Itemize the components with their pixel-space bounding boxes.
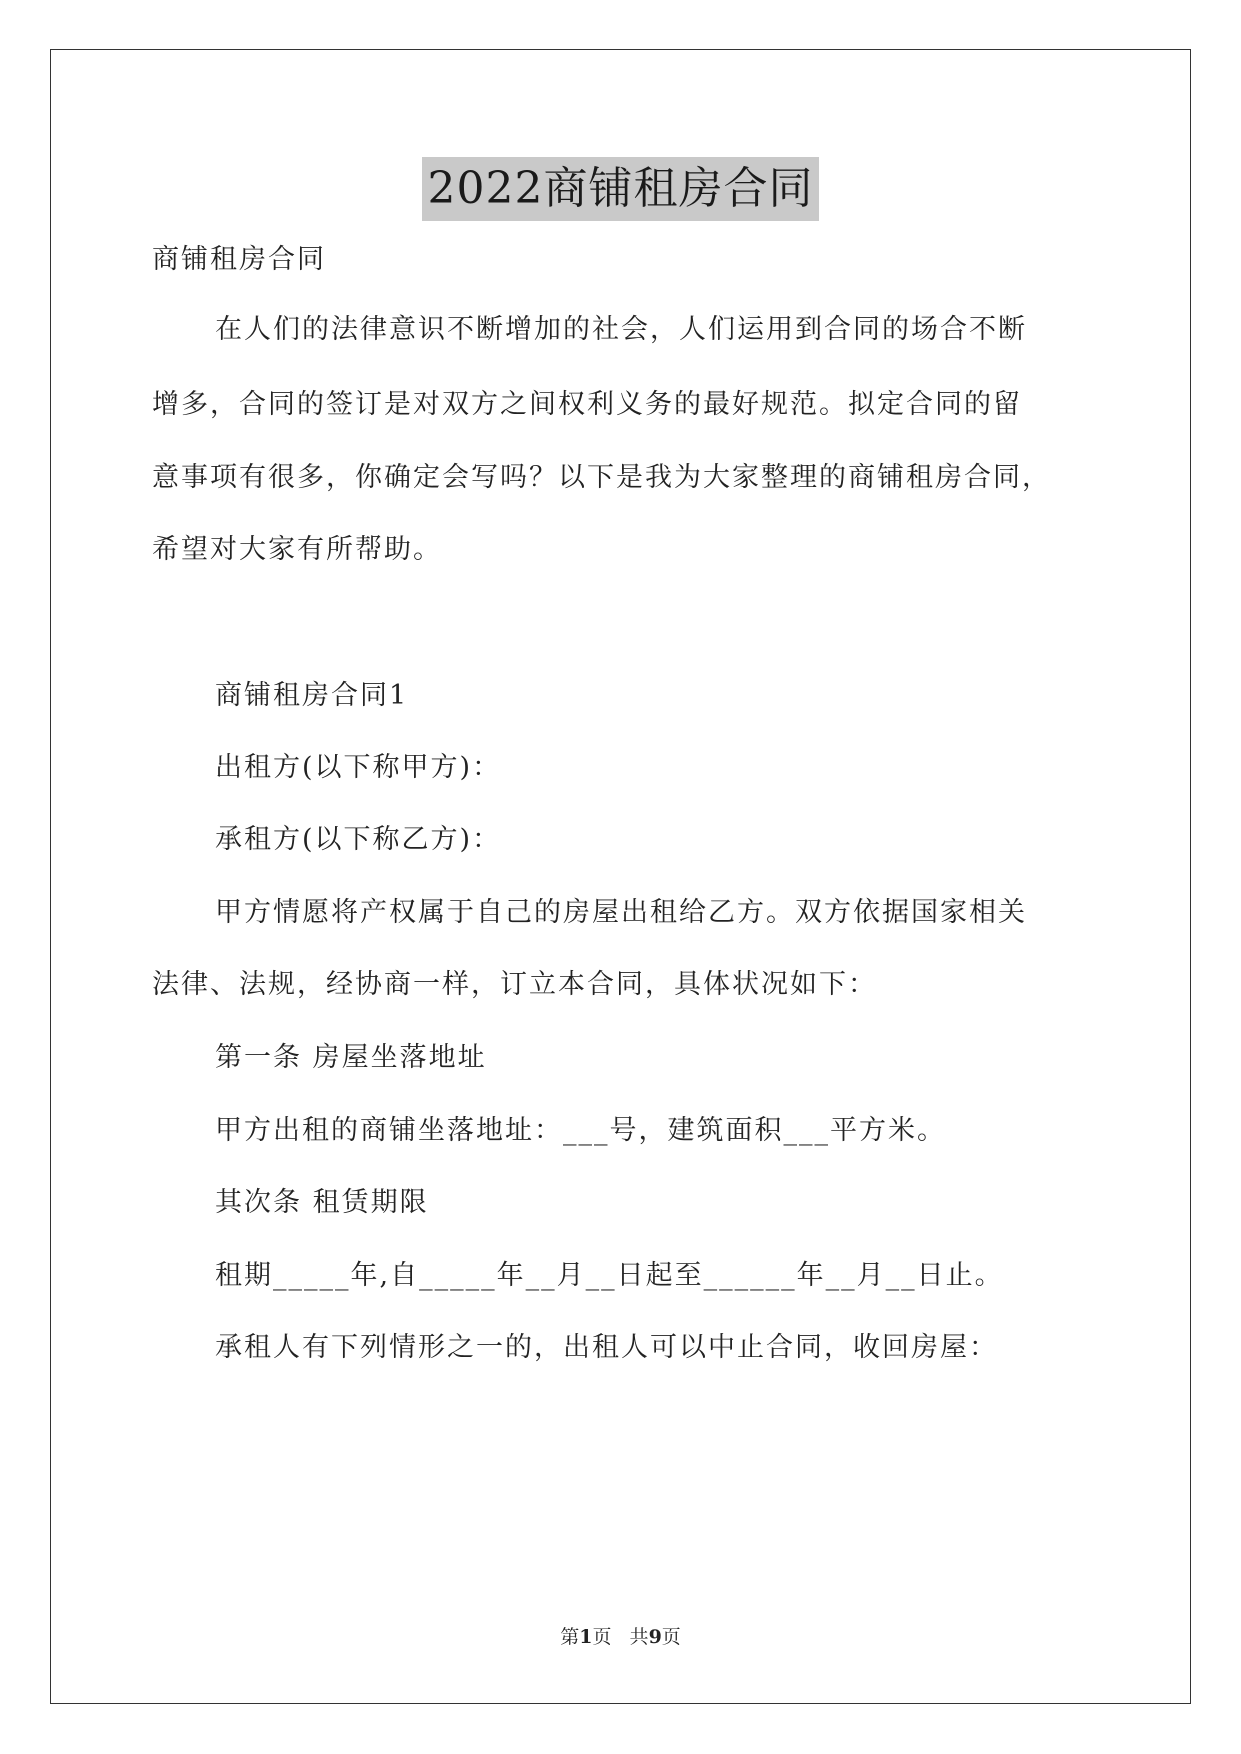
paragraph-line: 出租方(以下称甲方)：: [215, 752, 502, 783]
page-border: [50, 49, 1191, 1704]
section-heading: 商铺租房合同1: [215, 680, 409, 711]
title-container: [0, 157, 1241, 221]
paragraph-line: 希望对大家有所帮助。: [152, 534, 442, 565]
footer-total-pages: 9: [648, 1626, 662, 1648]
paragraph-line: 承租方(以下称乙方)：: [215, 824, 502, 855]
footer-mid: 页 共: [592, 1626, 649, 1648]
footer-suffix: 页: [661, 1626, 681, 1648]
paragraph-line: 甲方情愿将产权属于自己的房屋出租给乙方。双方依据国家相关: [215, 897, 1027, 928]
paragraph-line: 甲方出租的商铺坐落地址：___号，建筑面积___平方米。: [215, 1115, 946, 1146]
article-heading: 其次条 租赁期限: [215, 1187, 429, 1218]
subtitle-line: 商铺租房合同: [152, 244, 326, 275]
paragraph-line: 租期_____年,自_____年__月__日起至______年__月__日止。: [215, 1260, 1004, 1291]
paragraph-line: 增多，合同的签订是对双方之间权利义务的最好规范。拟定合同的留: [152, 389, 1022, 420]
paragraph-line: 法律、法规，经协商一样，订立本合同，具体状况如下：: [152, 969, 877, 1000]
article-heading: 第一条 房屋坐落地址: [215, 1042, 487, 1073]
paragraph-line: 承租人有下列情形之一的，出租人可以中止合同，收回房屋：: [215, 1332, 998, 1363]
paragraph-line: 在人们的法律意识不断增加的社会，人们运用到合同的场合不断: [215, 314, 1027, 345]
document-title: 2022商铺租房合同: [422, 157, 820, 221]
paragraph-line: 意事项有很多，你确定会写吗？以下是我为大家整理的商铺租房合同，: [152, 462, 1051, 493]
page-footer: [0, 1622, 1241, 1649]
footer-prefix: 第: [560, 1626, 580, 1648]
footer-current-page: 1: [579, 1626, 593, 1648]
